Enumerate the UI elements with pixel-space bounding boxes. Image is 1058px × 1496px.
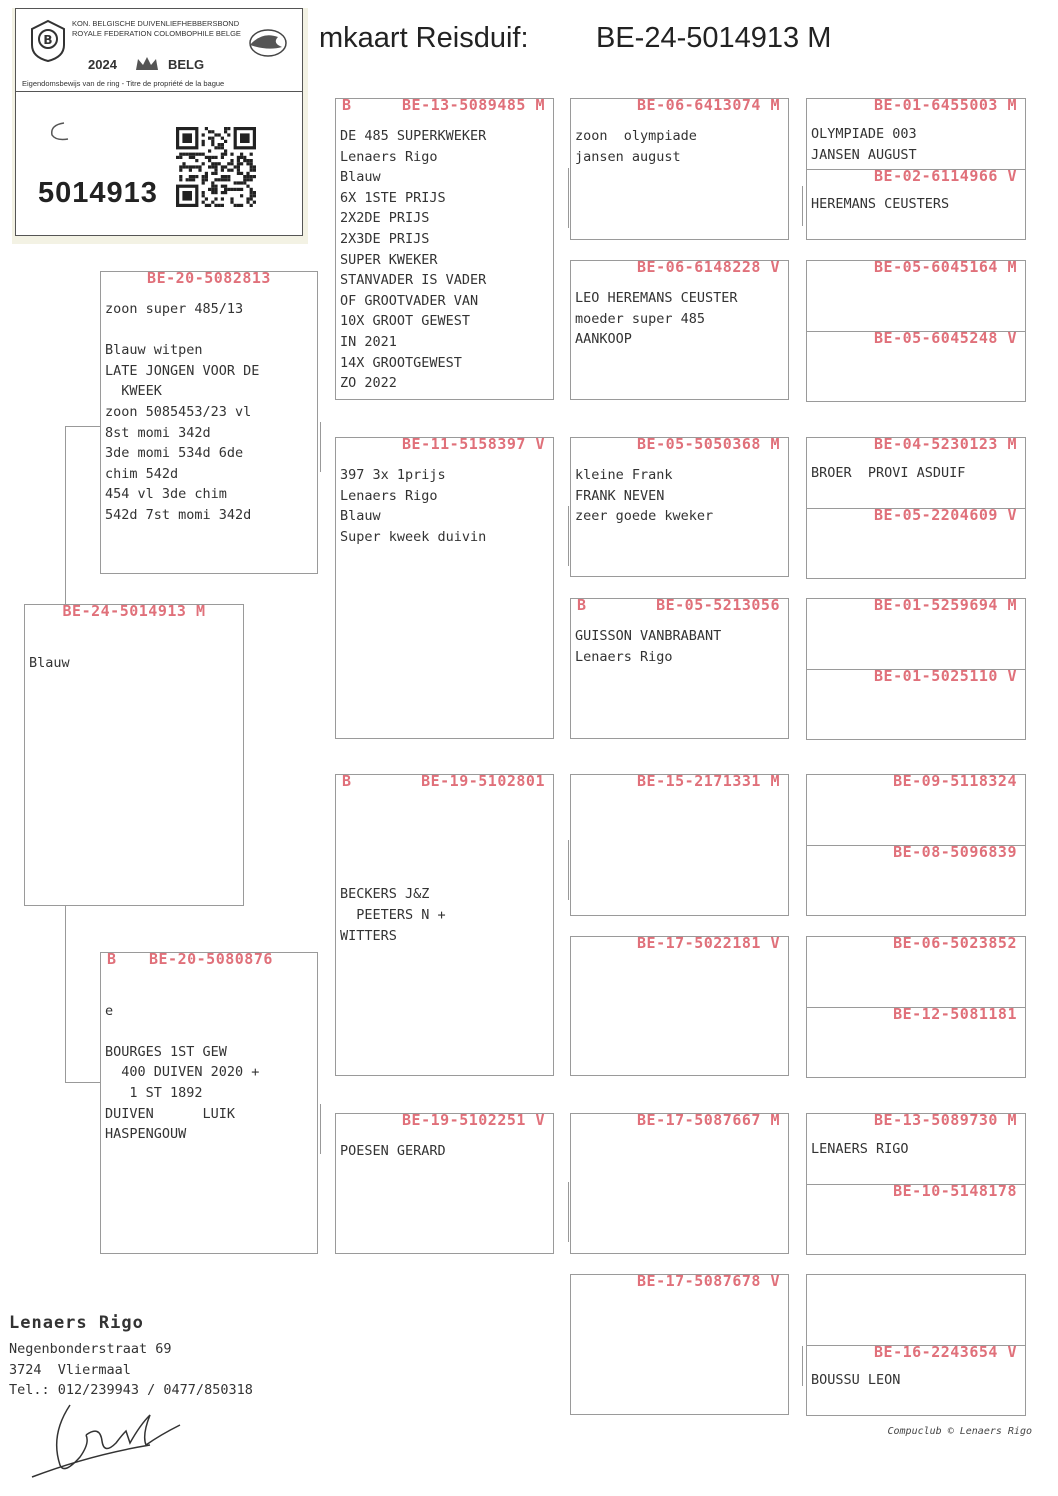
note-line: LENAERS RIGO [811,1141,909,1157]
pigeon-box-mmm [570,1274,789,1415]
pigeon-box-mm [335,1113,554,1254]
pigeon-notes [811,1139,1023,1160]
card-org-fr: ROYALE FEDERATION COLOMBOPHILE BELGE [72,29,241,38]
note-line: ZO 2022 [340,375,397,392]
pedigree-title: mkaart Reisduif: [319,22,529,54]
ring-number: BE-05-6045164 M [874,260,1017,276]
note-line: BECKERS J&Z [340,886,430,903]
pigeon-box-fmm [570,598,789,739]
ring-number: BE-09-5118324 [893,774,1017,790]
ring-number: BE-17-5087667 M [637,1113,780,1129]
pigeon-notes [105,980,315,1145]
qr-code [176,127,256,207]
ring-number: BE-20-5080876 [149,952,273,968]
note-line [340,823,551,844]
great-grandparent-pair [806,1113,1026,1255]
note-line: LEO HEREMANS CEUSTER [575,290,738,306]
note-line: 3de momi 534d 6de [105,445,244,462]
ring-number: BE-05-5050368 M [637,437,780,453]
note-line: zoon olympiade [575,128,697,144]
note-line: HEREMANS CEUSTERS [811,196,950,212]
note-line: GUISSON VANBRABANT [575,628,722,644]
owner-street: Negenbonderstraat 69 [9,1341,172,1357]
note-line: kleine Frank [575,467,673,483]
pigeon-notes [340,465,551,547]
note-line: 454 vl 3de chim [105,486,227,503]
note-line: chim 542d [105,465,179,482]
note-line: PEETERS N + [340,906,446,923]
ring-number: BE-06-5023852 [893,936,1017,952]
note-line: 400 DUIVEN 2020 + [105,1064,260,1081]
ring-number: BE-01-5259694 M [874,598,1017,614]
pigeon-box-mmf [570,1113,789,1254]
card-ring-number: 5014913 [38,177,158,209]
note-line: BOURGES 1ST GEW [105,1043,227,1060]
note-line: HASPENGOUW [105,1126,187,1143]
note-line: SUPER KWEKER [340,251,438,268]
note-line: 1 ST 1892 [105,1084,203,1101]
owner-city: 3724 Vliermaal [9,1362,131,1378]
pigeon-notes [105,299,315,526]
owner-name: Lenaers Rigo [9,1313,144,1333]
pigeon-notes [575,465,786,527]
note-line: JANSEN AUGUST [811,146,917,163]
pigeon-notes [811,194,1023,215]
note-line: zoon 5085453/23 vl [105,403,252,420]
note-line [105,320,315,341]
connector [65,1082,100,1083]
note-line: FRANK NEVEN [575,487,665,504]
connector [320,422,321,472]
pedigree-title-ring: BE-24-5014913 M [596,22,832,54]
note-line [340,802,551,823]
ring-ownership-card [15,8,303,236]
note-line: STANVADER IS VADER [340,272,487,289]
ring-number: BE-15-2171331 M [637,774,780,790]
ring-number: BE-06-6148228 V [637,260,780,276]
great-grandparent-pair [806,98,1026,240]
note-line [105,1021,315,1042]
note-line: 10X GROOT GEWEST [340,313,471,330]
note-line: Lenaers Rigo [575,648,673,665]
note-line: zoon super 485/13 [105,301,244,317]
note-line: Blauw [340,169,381,186]
ring-number: BE-01-6455003 M [874,98,1017,114]
card-country: BELG [168,57,205,72]
note-line: DUIVEN LUIK [105,1105,236,1122]
great-grandparent-pair [806,598,1026,740]
ring-number: BE-13-5089730 M [874,1113,1017,1129]
card-year: 2024 [88,57,117,72]
crown-icon [134,55,160,73]
note-line: BOUSSU LEON [811,1372,901,1388]
ring-number: BE-05-2204609 V [874,506,1017,524]
note-line [105,980,315,1001]
ring-number: BE-01-5025110 V [874,667,1017,685]
pigeon-notes [575,126,786,167]
pigeon-box-mother [100,952,318,1254]
pigeon-box-mfm [570,936,789,1076]
hologram-mark-icon [46,119,74,143]
pigeon-box-father [100,271,318,574]
software-credit: Compuclub © Lenaers Rigo [887,1426,1032,1437]
connector [802,1346,803,1386]
ring-number: BE-08-5096839 [893,843,1017,861]
note-line: 542d 7st momi 342d [105,506,252,523]
great-grandparent-pair [806,260,1026,402]
note-line: 2X2DE PRIJS [340,210,430,227]
pigeon-notes [811,463,1023,484]
connector [568,506,569,566]
ring-number: BE-16-2243654 V [874,1343,1017,1361]
note-line [340,843,551,864]
pigeon-box-mff [570,774,789,916]
note-line: OLYMPIADE 003 [811,126,917,142]
owner-phone: Tel.: 012/239943 / 0477/850318 [9,1382,253,1398]
note-line: 8st momi 342d [105,424,211,441]
ring-number: BE-20-5082813 [147,271,271,287]
note-line [29,632,241,653]
pigeon-box-fm [335,437,554,739]
pigeon-box-ff [335,98,554,400]
b-marker: B [577,598,587,614]
note-line: moeder super 485 [575,310,706,327]
ring-number: BE-06-6413074 M [637,98,780,114]
pigeon-notes [575,626,786,667]
ring-number: BE-24-5014913 M [62,604,206,620]
connector [320,1104,321,1154]
pigeon-box-mf [335,774,554,1076]
ring-number: BE-19-5102251 V [402,1113,545,1129]
ring-number: BE-05-6045248 V [874,329,1017,347]
note-line: Super kweek duivin [340,528,487,545]
note-line: e [105,1002,114,1019]
great-grandparent-pair [806,1274,1026,1416]
pigeon-notes [29,632,241,673]
pigeon-box-ffm [570,260,789,400]
ring-number: BE-17-5022181 V [637,936,780,952]
pigeon-notes [575,288,786,350]
pigeon-icon [242,25,290,59]
note-line: Blauw witpen [105,342,203,359]
svg-text:B: B [43,33,53,47]
pigeon-notes [340,1141,551,1162]
pigeon-notes [811,1370,1023,1391]
pigeon-box-subject [24,604,244,906]
note-line: OF GROOTVADER VAN [340,292,479,309]
connector [568,840,569,900]
note-line: zeer goede kweker [575,508,714,525]
note-line: LATE JONGEN VOOR DE [105,362,260,379]
great-grandparent-pair [806,437,1026,579]
note-line: jansen august [575,148,681,165]
card-caption-rule [16,91,302,92]
signature [30,1395,210,1485]
note-line: POESEN GERARD [340,1143,446,1159]
ring-number: BE-05-5213056 [656,598,780,614]
b-marker: B [342,98,352,114]
pigeon-notes [340,126,551,394]
connector [568,168,569,228]
note-line: 397 3x 1prijs [340,467,446,483]
connector [802,186,803,226]
ring-number: BE-04-5230123 M [874,437,1017,453]
card-caption: Eigendomsbewijs van de ring - Titre de propriété de la bague [22,79,225,88]
ring-number: BE-02-6114966 V [874,167,1017,185]
note-line: AANKOOP [575,331,632,348]
pigeon-box-fff [570,98,789,240]
note-line: 6X 1STE PRIJS [340,189,446,206]
ring-number: BE-13-5089485 M [402,98,545,114]
note-line: BROER PROVI ASDUIF [811,465,966,481]
note-line: 2X3DE PRIJS [340,230,430,247]
ring-number: BE-19-5102801 [421,774,545,790]
note-line [340,864,551,885]
pigeon-box-fmf [570,437,789,577]
great-grandparent-pair [806,774,1026,916]
note-line: 14X GROOTGEWEST [340,354,462,371]
note-line: KWEEK [105,383,162,400]
pigeon-notes [811,124,1023,165]
note-line: IN 2021 [340,333,397,350]
ring-number: BE-17-5087678 V [637,1274,780,1290]
note-line: DE 485 SUPERKWEKER [340,128,487,144]
note-line: Lenaers Rigo [340,487,438,504]
pigeon-notes [340,802,551,946]
b-marker: B [342,774,352,790]
note-line: Lenaers Rigo [340,148,438,165]
card-org-nl: KON. BELGISCHE DUIVENLIEFHEBBERSBOND [72,19,240,28]
ring-number: BE-11-5158397 V [402,437,545,453]
note-line: Blauw [29,654,70,671]
connector [65,426,100,427]
kbdb-logo [28,19,68,63]
great-grandparent-pair [806,936,1026,1078]
note-line: WITTERS [340,927,397,944]
ring-number: BE-10-5148178 [893,1182,1017,1200]
ring-number: BE-12-5081181 [893,1005,1017,1023]
b-marker: B [107,952,117,968]
connector [568,1182,569,1242]
note-line: Blauw [340,508,381,525]
